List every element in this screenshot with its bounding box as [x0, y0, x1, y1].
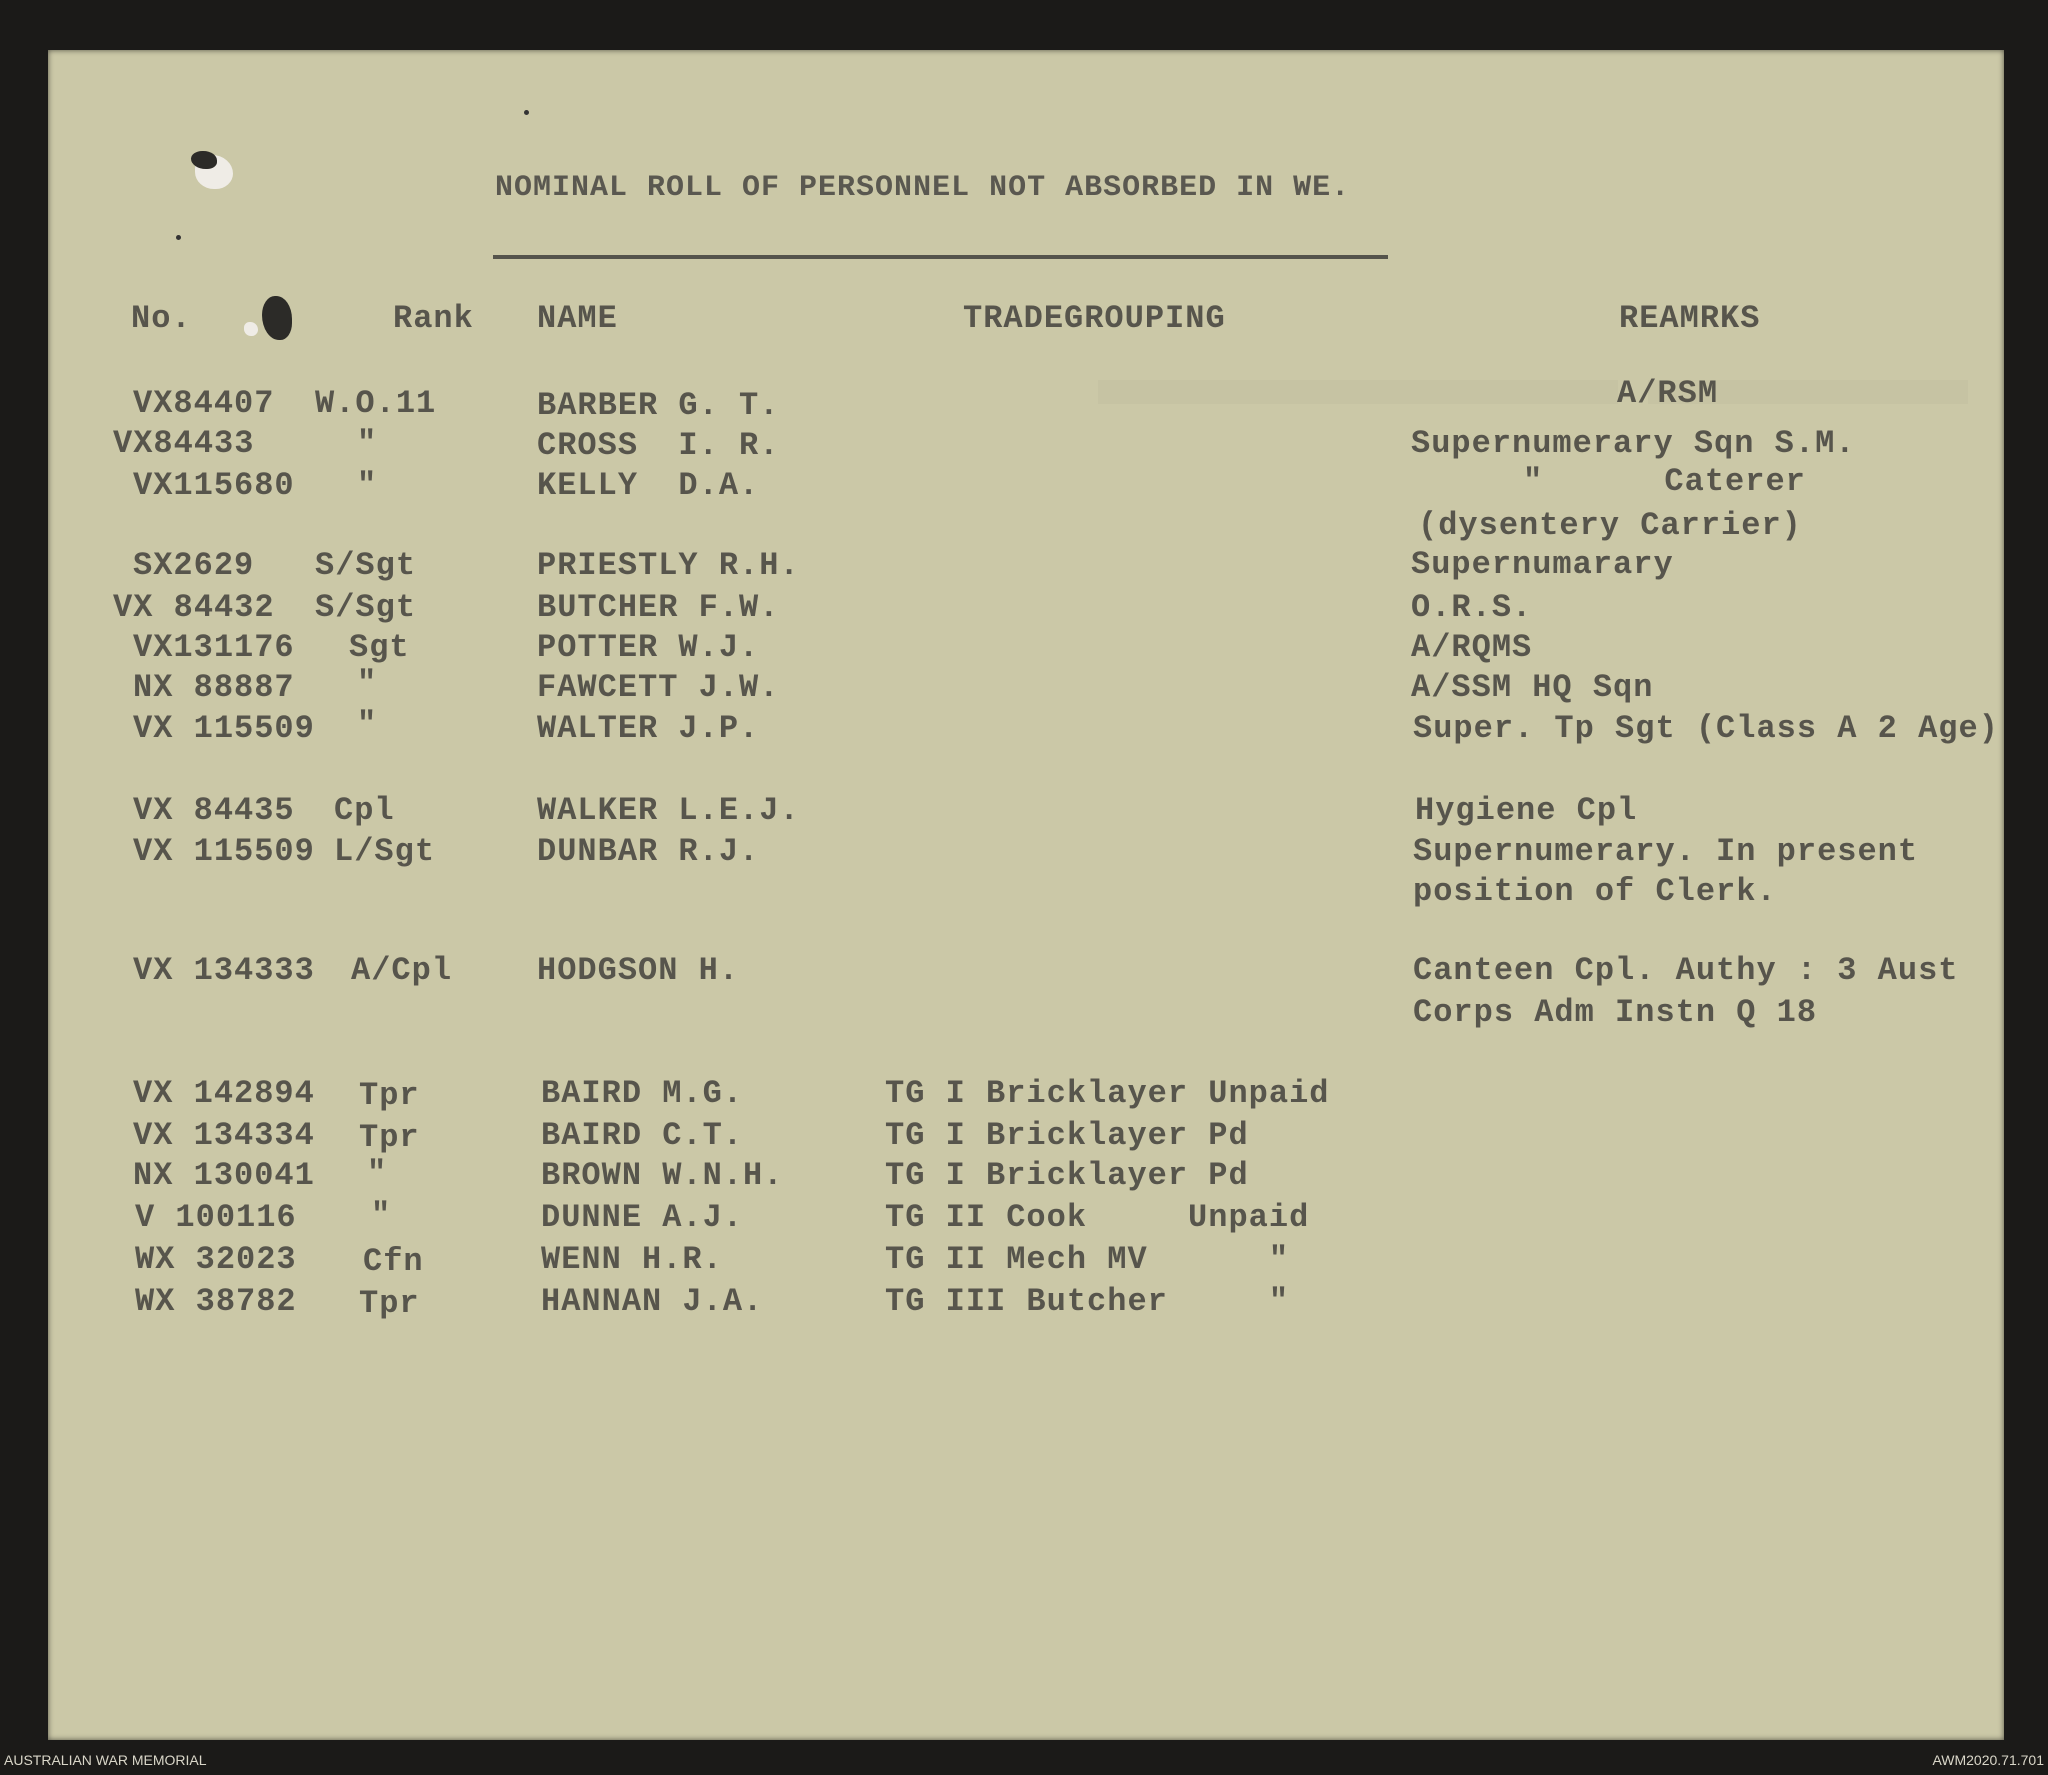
cell-rank: " [367, 1155, 388, 1192]
cell-remarks: Supernumarary [1411, 546, 1674, 583]
cell-no: VX131176 [133, 629, 295, 666]
cell-no: VX 84435 [133, 792, 295, 829]
cell-no: VX 115509 [133, 710, 315, 747]
cell-trade: TG II Mech MV " [885, 1241, 1290, 1278]
cell-name: POTTER W.J. [537, 629, 760, 666]
cell-trade: TG II Cook Unpaid [885, 1199, 1310, 1236]
cell-rank: Sgt [349, 629, 410, 666]
cell-remarks: Canteen Cpl. Authy : 3 Aust [1413, 952, 1959, 989]
header-rank: Rank [393, 300, 474, 337]
cell-no: VX84407 [133, 385, 275, 422]
cell-no: SX2629 [133, 547, 255, 584]
cell-trade: TG III Butcher " [885, 1283, 1290, 1320]
cell-rank: Cpl [334, 792, 395, 829]
cell-name: FAWCETT J.W. [537, 669, 780, 706]
cell-trade: TG I Bricklayer Unpaid [885, 1075, 1330, 1112]
cell-remarks: O.R.S. [1411, 589, 1533, 626]
cell-rank: " [357, 706, 378, 743]
cell-name: BUTCHER F.W. [537, 589, 780, 626]
cell-no: NX 130041 [133, 1157, 315, 1194]
cell-name: BAIRD C.T. [541, 1117, 744, 1154]
cell-name: DUNNE A.J. [541, 1199, 744, 1236]
cell-name: DUNBAR R.J. [537, 833, 760, 870]
footer-institution: AUSTRALIAN WAR MEMORIAL [4, 1752, 207, 1768]
page-title: NOMINAL ROLL OF PERSONNEL NOT ABSORBED IN WE. [495, 171, 1351, 205]
cell-remarks: A/RQMS [1411, 629, 1533, 666]
cell-rank: Tpr [359, 1285, 420, 1322]
cell-rank: Tpr [359, 1119, 420, 1156]
cell-no: WX 32023 [135, 1241, 297, 1278]
cell-rank: " [357, 665, 378, 702]
cell-no: WX 38782 [135, 1283, 297, 1320]
cell-remarks: (dysentery Carrier) [1418, 507, 1802, 544]
header-remarks: REAMRKS [1619, 300, 1761, 337]
cell-name: WALKER L.E.J. [537, 792, 800, 829]
cell-rank: " [357, 467, 378, 504]
cell-rank: " [371, 1197, 392, 1234]
cell-name: CROSS I. R. [537, 427, 780, 464]
cell-remarks: A/RSM [1617, 375, 1719, 412]
cell-remarks: position of Clerk. [1413, 873, 1777, 910]
cell-no: VX 142894 [133, 1075, 315, 1112]
cell-name: PRIESTLY R.H. [537, 547, 800, 584]
cell-no: V 100116 [135, 1199, 297, 1236]
cell-rank: Cfn [363, 1243, 424, 1280]
cell-remarks: Supernumerary Sqn S.M. [1411, 425, 1856, 462]
cell-rank: W.O.11 [315, 385, 437, 422]
cell-remarks: A/SSM HQ Sqn [1411, 669, 1654, 706]
header-name: NAME [537, 300, 618, 337]
cell-name: WENN H.R. [541, 1241, 723, 1278]
cell-name: BARBER G. T. [537, 387, 780, 424]
cell-remarks: Supernumerary. In present [1413, 833, 1919, 870]
cell-name: HODGSON H. [537, 952, 740, 989]
paper-hole [244, 322, 258, 336]
cell-no: VX84433 [113, 425, 255, 462]
cell-name: KELLY D.A. [537, 467, 760, 504]
cell-remarks: Super. Tp Sgt (Class A 2 Age) [1413, 710, 1999, 747]
cell-remarks: Hygiene Cpl [1415, 792, 1638, 829]
speck [524, 110, 529, 115]
cell-no: VX115680 [133, 467, 295, 504]
cell-rank: " [357, 425, 378, 462]
cell-rank: Tpr [359, 1077, 420, 1114]
speck [176, 235, 181, 240]
cell-rank: S/Sgt [315, 547, 417, 584]
cell-no: VX 134334 [133, 1117, 315, 1154]
cell-rank: L/Sgt [334, 833, 436, 870]
cell-no: VX 84432 [113, 589, 275, 626]
cell-rank: S/Sgt [315, 589, 417, 626]
cell-name: BAIRD M.G. [541, 1075, 744, 1112]
cell-no: VX 115509 [133, 833, 315, 870]
cell-remarks: Corps Adm Instn Q 18 [1413, 994, 1818, 1031]
footer-accession-number: AWM2020.71.701 [1932, 1752, 2044, 1768]
bleed-through-mark [1098, 380, 1618, 404]
header-no: No. [131, 300, 192, 337]
cell-trade: TG I Bricklayer Pd [885, 1157, 1249, 1194]
cell-trade: TG I Bricklayer Pd [885, 1117, 1249, 1154]
title-underline [493, 255, 1388, 259]
cell-rank: A/Cpl [351, 952, 453, 989]
cell-remarks: " Caterer [1523, 463, 1806, 500]
ink-blot [191, 151, 217, 169]
cell-no: NX 88887 [133, 669, 295, 706]
cell-no: VX 134333 [133, 952, 315, 989]
cell-name: BROWN W.N.H. [541, 1157, 784, 1194]
cell-name: HANNAN J.A. [541, 1283, 764, 1320]
header-tradegrouping: TRADEGROUPING [963, 300, 1226, 337]
cell-name: WALTER J.P. [537, 710, 760, 747]
